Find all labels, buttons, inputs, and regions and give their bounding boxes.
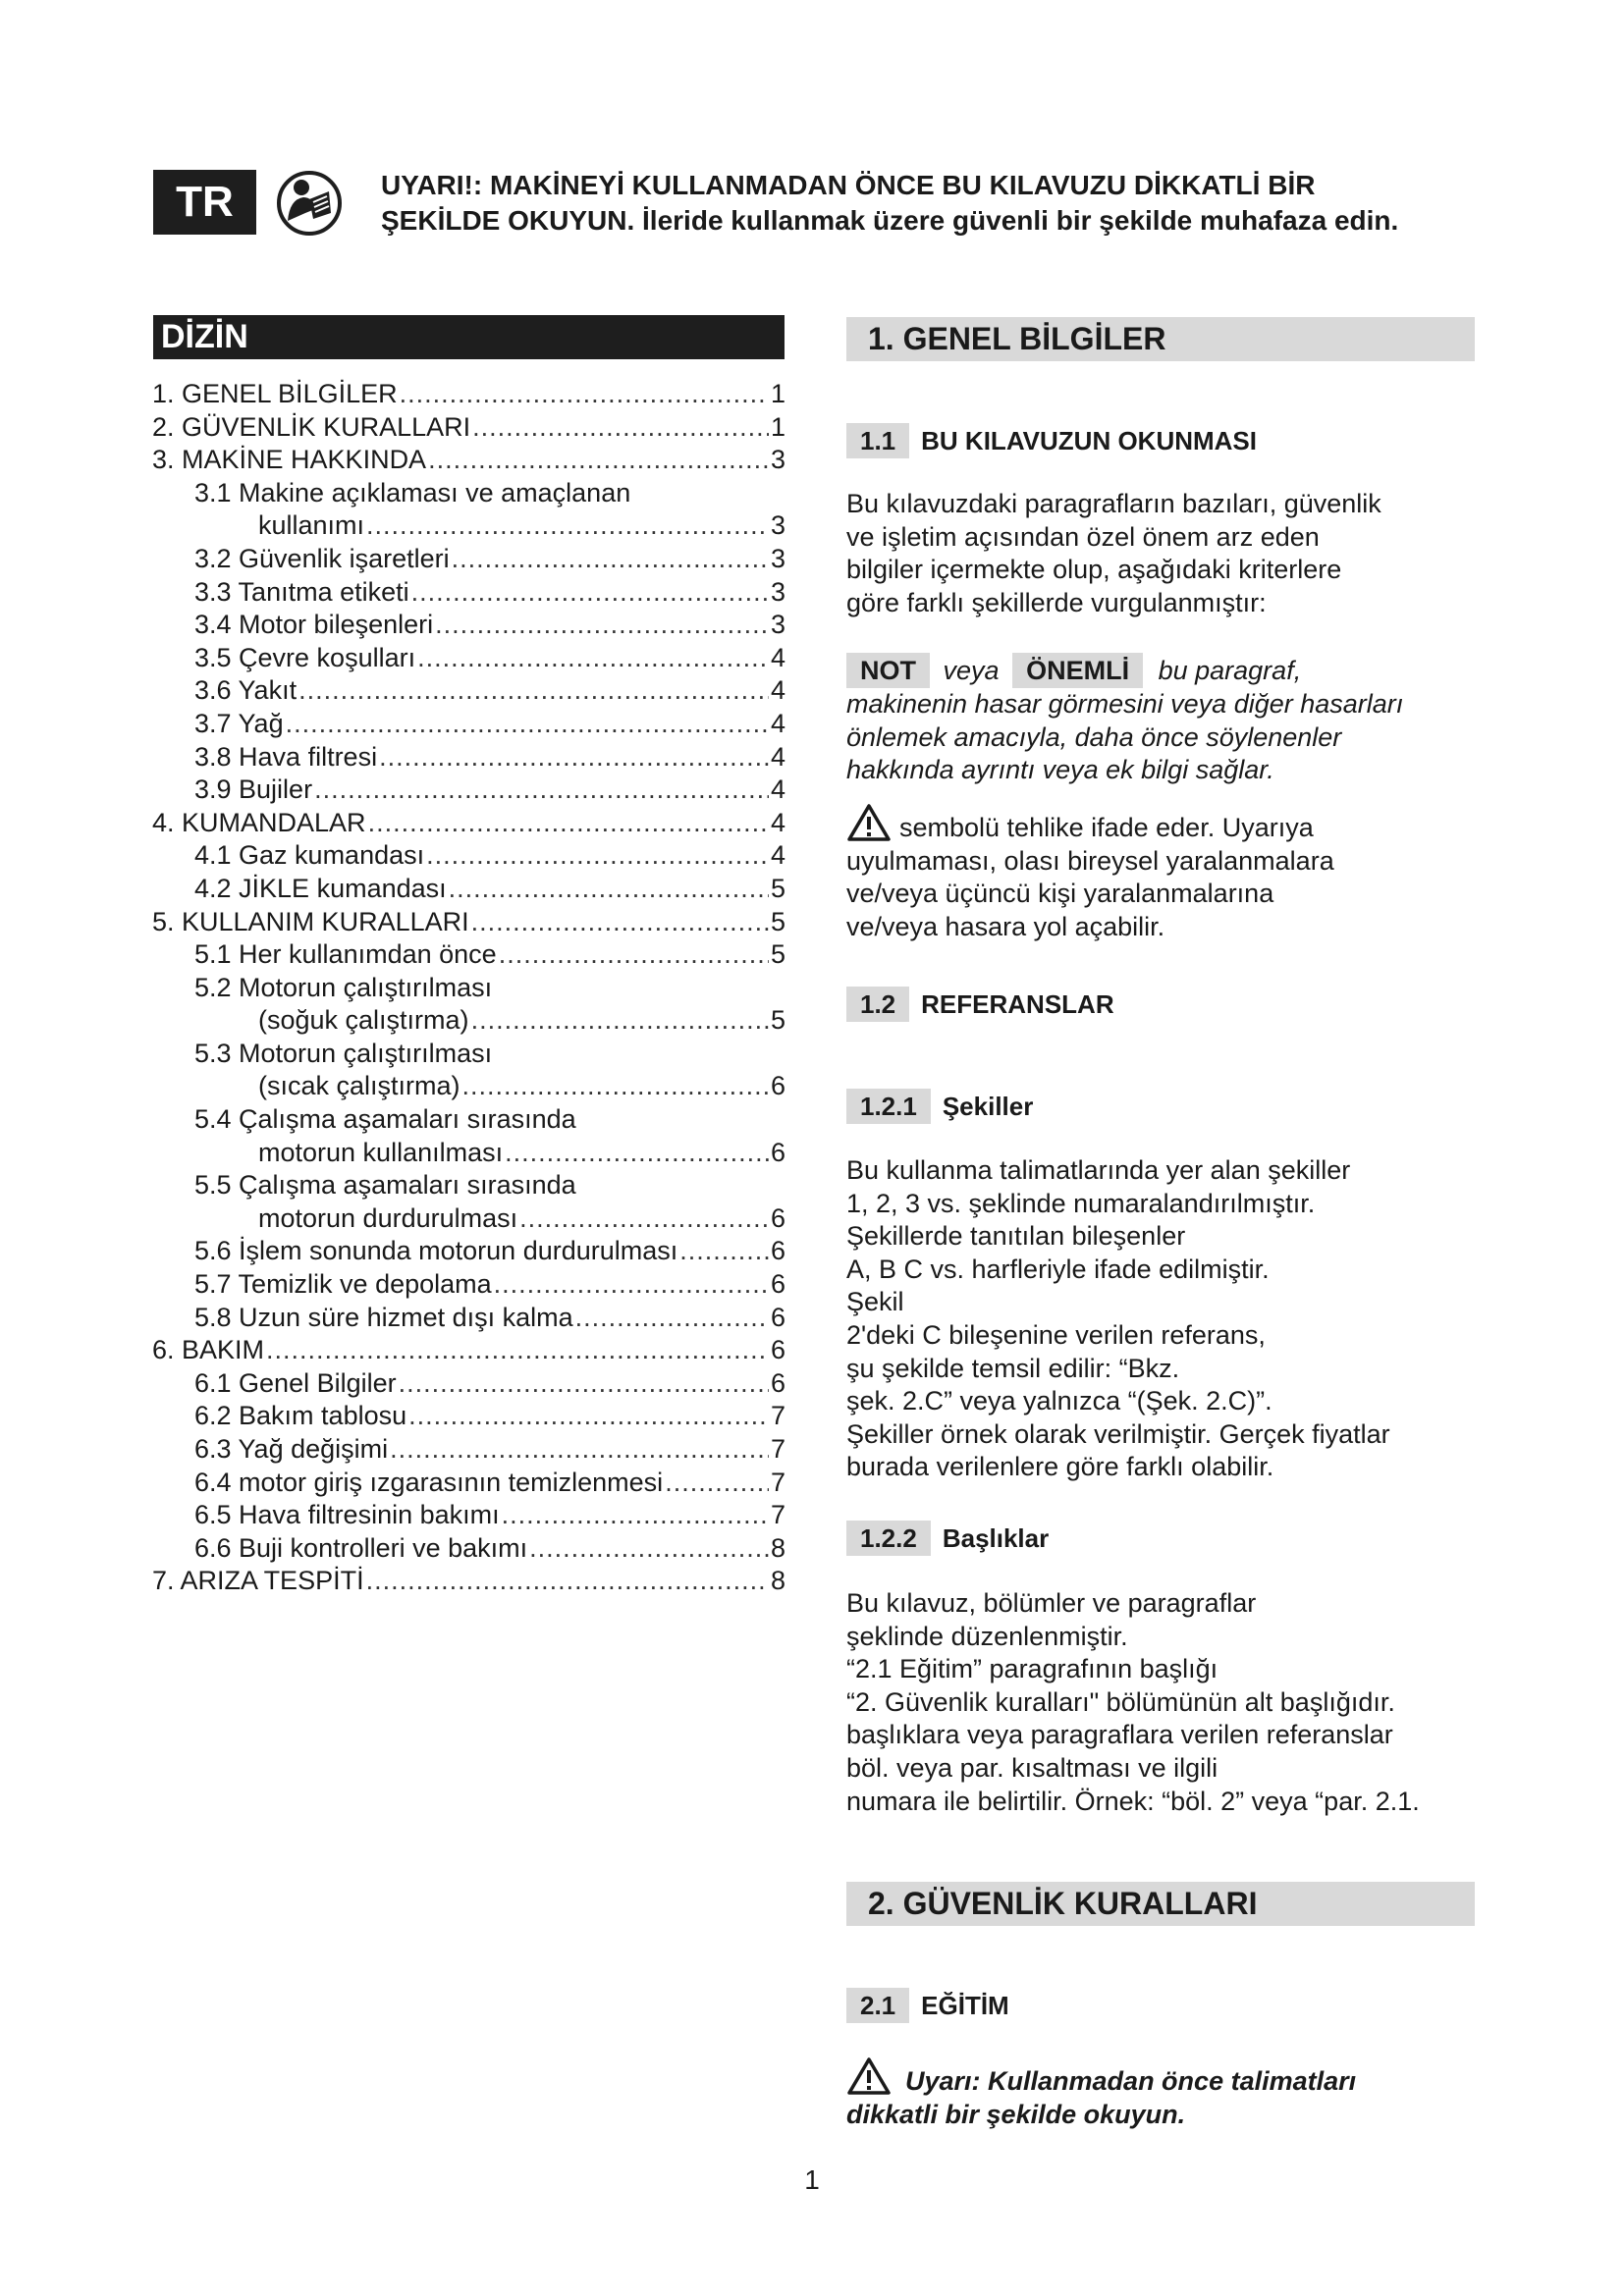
toc-entry-page: 4	[770, 840, 785, 871]
toc-leader-dots	[519, 1202, 769, 1236]
toc-entry	[152, 378, 785, 411]
toc-leader-dots	[529, 1532, 769, 1566]
toc-entry	[152, 674, 785, 708]
toc-entry	[152, 938, 785, 972]
text-line: önlemek amacıyla, daha önce söylenenler	[846, 721, 1342, 752]
toc-entry-page: 6	[770, 1335, 785, 1365]
header-warning-line1: UYARI!: MAKİNEYİ KULLANMADAN ÖNCE BU KILAVUZU DİKKATLİ BİR	[381, 170, 1316, 200]
training-warning	[846, 2056, 1485, 2131]
toc-entry	[152, 509, 785, 543]
toc-entry-label: 5.6 İşlem sonunda motorun durdurulması	[194, 1236, 678, 1266]
toc-leader-dots	[499, 938, 769, 972]
header-warning	[381, 168, 1549, 239]
toc-entry	[152, 543, 785, 576]
toc-leader-dots	[494, 1268, 769, 1302]
text-line: Bu kılavuzdaki paragrafların bazıları, güvenlik	[846, 489, 1381, 518]
toc-entry	[152, 839, 785, 873]
toc-entry	[152, 1565, 785, 1598]
toc-leader-dots	[266, 1334, 769, 1367]
text-line: ve/veya üçüncü kişi yaralanmalarına	[846, 879, 1274, 909]
toc-entry	[152, 1367, 785, 1401]
toc-entry	[152, 906, 785, 939]
toc-entry-page: 3	[770, 510, 785, 541]
toc-entry	[152, 1467, 785, 1500]
text-line: Bu kılavuz, bölümler ve paragraflar	[846, 1588, 1257, 1618]
toc-entry	[152, 1103, 785, 1137]
page-number: 1	[804, 2164, 820, 2195]
toc-entry-page: 5	[770, 1005, 785, 1036]
toc-title: DİZİN	[153, 315, 785, 359]
toc-entry	[152, 477, 785, 510]
toc-entry	[152, 1202, 785, 1236]
toc-entry-label: 4. KUMANDALAR	[152, 807, 366, 837]
text-line: Bu kullanma talimatlarında yer alan şekiller	[846, 1155, 1351, 1185]
toc-entry	[152, 1334, 785, 1367]
toc-entry-label: 5.2 Motorun çalıştırılması	[194, 972, 493, 1002]
toc-leader-dots	[449, 873, 769, 906]
important-tag: ÖNEMLİ	[1012, 653, 1143, 688]
toc-leader-dots	[314, 774, 769, 807]
toc-leader-dots	[400, 378, 769, 411]
toc-leader-dots	[472, 411, 769, 445]
toc-entry-page: 4	[770, 741, 785, 772]
text-line: Şekillerde tanıtılan bileşenler	[846, 1221, 1186, 1252]
toc-entry-page: 5	[770, 906, 785, 936]
toc-entry-page: 7	[770, 1467, 785, 1497]
text-line: hakkında ayrıntı veya ek bilgi sağlar.	[846, 755, 1274, 785]
toc-leader-dots	[426, 839, 769, 873]
toc-leader-dots	[286, 708, 769, 741]
toc-entry-label: 2. GÜVENLİK KURALLARI	[152, 411, 471, 442]
toc-leader-dots	[679, 1235, 769, 1268]
toc-entry-page: 5	[770, 873, 785, 903]
toc-entry	[152, 444, 785, 477]
toc-entry-label: kullanımı	[258, 510, 365, 541]
toc-entry	[152, 1169, 785, 1202]
section-1-2-heading	[846, 987, 1114, 1022]
language-badge: TR	[153, 170, 256, 235]
toc-entry	[152, 1038, 785, 1071]
toc-entry	[152, 1268, 785, 1302]
toc-leader-dots	[417, 642, 769, 675]
toc-entry	[152, 1070, 785, 1103]
toc-entry	[152, 1532, 785, 1566]
note-paragraph	[846, 653, 1485, 787]
toc-entry-label: 4.1 Gaz kumandası	[194, 840, 425, 871]
hazard-line: sembolü tehlike ifade eder. Uyarıya	[899, 813, 1314, 842]
toc-entry-page: 6	[770, 1236, 785, 1266]
toc-entry-label: 6.4 motor giriş ızgarasının temizlenmesi	[194, 1467, 664, 1497]
toc-entry-label: motorun kullanılması	[258, 1137, 504, 1167]
section-1-2-1-heading	[846, 1089, 1033, 1124]
toc-leader-dots	[366, 509, 769, 543]
toc-entry-page: 4	[770, 708, 785, 738]
toc-entry-label: 3.2 Güvenlik işaretleri	[194, 543, 450, 573]
toc-entry-label: 3.4 Motor bileşenleri	[194, 610, 434, 640]
section-1-2-2-title: Başlıklar	[942, 1522, 1050, 1553]
section-1-2-1-title: Şekiller	[942, 1091, 1034, 1121]
toc-leader-dots	[452, 543, 769, 576]
toc-entry-label: 6.1 Genel Bilgiler	[194, 1367, 397, 1398]
toc-leader-dots	[379, 741, 769, 774]
toc-entry	[152, 609, 785, 642]
toc-entry-label: 6.5 Hava filtresinin bakımı	[194, 1500, 500, 1530]
toc-leader-dots	[399, 1367, 769, 1401]
toc-entry	[152, 1433, 785, 1467]
toc-entry-label: 5.5 Çalışma aşamaları sırasında	[194, 1170, 576, 1201]
text-line: 1, 2, 3 vs. şeklinde numaralandırılmıştır.	[846, 1188, 1316, 1218]
toc-entry-label: 6. BAKIM	[152, 1335, 265, 1365]
toc-entry-label: 5.3 Motorun çalıştırılması	[194, 1038, 493, 1068]
text-line: şu şekilde temsil edilir: “Bkz.	[846, 1353, 1180, 1383]
text-line: ve/veya hasara yol açabilir.	[846, 911, 1165, 941]
toc-entry-label: 7. ARIZA TESPİTİ	[152, 1566, 364, 1596]
section-1-heading: 1. GENEL BİLGİLER	[846, 317, 1475, 361]
section-1-2-number: 1.2	[846, 987, 909, 1022]
toc-entry-page: 6	[770, 1269, 785, 1300]
toc-entry-label: 3.9 Bujiler	[194, 774, 313, 805]
toc-entry-label: (sıcak çalıştırma)	[258, 1071, 460, 1101]
toc-leader-dots	[366, 1565, 769, 1598]
text-line: 2'deki C bileşenine verilen referans,	[846, 1319, 1266, 1350]
toc-leader-dots	[462, 1070, 769, 1103]
toc-entry-page: 4	[770, 807, 785, 837]
toc-entry-label: 5. KULLANIM KURALLARI	[152, 906, 469, 936]
header-warning-line2: ŞEKİLDE OKUYUN. İleride kullanmak üzere güvenli bir şekilde muhafaza edin.	[381, 205, 1399, 236]
toc-entry	[152, 741, 785, 774]
toc-leader-dots	[665, 1467, 769, 1500]
section-1-1-title: BU KILAVUZUN OKUNMASI	[921, 425, 1257, 455]
toc-entry-page: 4	[770, 675, 785, 706]
section-1-2-title: REFERANSLAR	[921, 988, 1114, 1019]
toc-entry-label: 3.1 Makine açıklaması ve amaçlanan	[194, 477, 631, 507]
section-1-2-2-text	[846, 1587, 1485, 1818]
section-1-1-number: 1.1	[846, 423, 909, 458]
warning-triangle-icon	[846, 803, 892, 842]
section-1-2-2-number: 1.2.2	[846, 1521, 931, 1556]
toc-leader-dots	[471, 906, 769, 939]
toc-leader-dots	[408, 1400, 769, 1433]
toc-entry-page: 7	[770, 1401, 785, 1431]
toc-leader-dots	[368, 807, 769, 840]
toc-entry-label: 5.4 Çalışma aşamaları sırasında	[194, 1104, 576, 1135]
toc-entry-label: 4.2 JİKLE kumandası	[194, 873, 447, 903]
text-line: “2. Güvenlik kuralları" bölümünün alt başlığıdır.	[846, 1686, 1395, 1717]
toc-entry	[152, 1499, 785, 1532]
toc-entry-page: 8	[770, 1532, 785, 1563]
text-line: uyulmaması, olası bireysel yaralanmalara	[846, 845, 1334, 876]
section-2-heading: 2. GÜVENLİK KURALLARI	[846, 1882, 1475, 1926]
text-line: bilgiler içermekte olup, aşağıdaki kriterlere	[846, 555, 1342, 585]
table-of-contents	[152, 378, 785, 1598]
toc-leader-dots	[505, 1137, 769, 1170]
toc-entry-label: 3.3 Tanıtma etiketi	[194, 576, 409, 607]
toc-entry-label: motorun durdurulması	[258, 1202, 518, 1233]
text-line: Şekil	[846, 1287, 904, 1317]
toc-entry-page: 7	[770, 1434, 785, 1464]
toc-entry-label: 5.1 Her kullanımdan önce	[194, 939, 497, 970]
text-line: burada verilenlere göre farklı olabilir.	[846, 1452, 1274, 1482]
note-rest: bu paragraf,	[1158, 656, 1302, 685]
toc-leader-dots	[390, 1433, 769, 1467]
toc-entry	[152, 807, 785, 840]
toc-leader-dots	[575, 1302, 769, 1335]
text-line: böl. veya par. kısaltması ve ilgili	[846, 1752, 1218, 1783]
toc-entry-page: 6	[770, 1202, 785, 1233]
toc-entry-label: 3.6 Yakıt	[194, 675, 298, 706]
toc-entry-page: 1	[770, 379, 785, 408]
toc-entry-page: 1	[770, 411, 785, 442]
text-line: A, B C vs. harfleriyle ifade edilmiştir.	[846, 1254, 1270, 1284]
toc-entry-label: 1. GENEL BİLGİLER	[152, 379, 398, 408]
toc-entry	[152, 873, 785, 906]
text-line: göre farklı şekillerde vurgulanmıştır:	[846, 587, 1267, 617]
toc-entry-label: 5.8 Uzun süre hizmet dışı kalma	[194, 1302, 573, 1332]
toc-entry	[152, 642, 785, 675]
toc-entry-page: 3	[770, 610, 785, 640]
toc-entry-page: 6	[770, 1071, 785, 1101]
toc-entry	[152, 1137, 785, 1170]
read-manual-icon	[276, 170, 343, 237]
toc-entry-page: 4	[770, 642, 785, 672]
section-2-1-title: EĞİTİM	[921, 1990, 1009, 2020]
toc-leader-dots	[411, 576, 769, 610]
section-1-2-1-text	[846, 1154, 1485, 1484]
note-or: veya	[943, 656, 1000, 685]
toc-leader-dots	[428, 444, 769, 477]
toc-entry	[152, 1400, 785, 1433]
toc-entry-label: 3. MAKİNE HAKKINDA	[152, 445, 427, 475]
toc-leader-dots	[471, 1004, 769, 1038]
text-line: şeklinde düzenlenmiştir.	[846, 1621, 1128, 1651]
toc-entry-page: 3	[770, 543, 785, 573]
toc-entry-label: 6.6 Buji kontrolleri ve bakımı	[194, 1532, 528, 1563]
section-1-1-heading	[846, 423, 1257, 458]
toc-entry-label: 6.3 Yağ değişimi	[194, 1434, 389, 1464]
warning-triangle-icon	[846, 2056, 892, 2096]
text-line: numara ile belirtilir. Örnek: “böl. 2” veya “par. 2.1.	[846, 1786, 1420, 1816]
toc-entry	[152, 576, 785, 610]
text-line: makinenin hasar görmesini veya diğer hasarları	[846, 689, 1404, 719]
section-1-2-1-number: 1.2.1	[846, 1089, 931, 1124]
toc-entry-page: 4	[770, 774, 785, 805]
text-line: şek. 2.C” veya yalnızca “(Şek. 2.C)”.	[846, 1386, 1272, 1416]
hazard-paragraph	[846, 803, 1485, 943]
toc-entry-page: 8	[770, 1566, 785, 1596]
toc-entry-page: 3	[770, 445, 785, 475]
toc-entry-page: 5	[770, 939, 785, 970]
toc-entry-label: 6.2 Bakım tablosu	[194, 1401, 407, 1431]
toc-entry-label: 3.5 Çevre koşulları	[194, 642, 416, 672]
text-line: ve işletim açısından özel önem arz eden	[846, 521, 1320, 552]
toc-entry-page: 6	[770, 1302, 785, 1332]
toc-leader-dots	[435, 609, 769, 642]
text-line: başlıklara veya paragraflara verilen referanslar	[846, 1720, 1393, 1750]
toc-entry	[152, 411, 785, 445]
warning-line: Uyarı: Kullanmadan önce talimatları	[905, 2066, 1357, 2096]
warning-line: dikkatli bir şekilde okuyun.	[846, 2099, 1186, 2129]
toc-entry-label: 5.7 Temizlik ve depolama	[194, 1269, 492, 1300]
section-1-2-2-heading	[846, 1521, 1049, 1556]
toc-entry-page: 6	[770, 1367, 785, 1398]
toc-entry-page: 3	[770, 576, 785, 607]
section-2-1-number: 2.1	[846, 1988, 909, 2023]
toc-entry	[152, 1235, 785, 1268]
toc-entry-page: 7	[770, 1500, 785, 1530]
toc-entry-page: 6	[770, 1137, 785, 1167]
text-line: Şekiller örnek olarak verilmiştir. Gerçek fiyatlar	[846, 1418, 1390, 1449]
note-tag: NOT	[846, 653, 930, 688]
toc-entry-label: 3.7 Yağ	[194, 708, 284, 738]
toc-entry-label: 3.8 Hava filtresi	[194, 741, 378, 772]
toc-leader-dots	[502, 1499, 769, 1532]
section-2-1-heading	[846, 1988, 1009, 2023]
section-1-1-text	[846, 488, 1485, 619]
toc-leader-dots	[298, 674, 769, 708]
toc-entry	[152, 972, 785, 1005]
toc-entry	[152, 708, 785, 741]
toc-entry	[152, 1302, 785, 1335]
toc-entry	[152, 1004, 785, 1038]
toc-entry-label: (soğuk çalıştırma)	[258, 1005, 469, 1036]
toc-entry	[152, 774, 785, 807]
text-line: “2.1 Eğitim” paragrafının başlığı	[846, 1654, 1218, 1684]
